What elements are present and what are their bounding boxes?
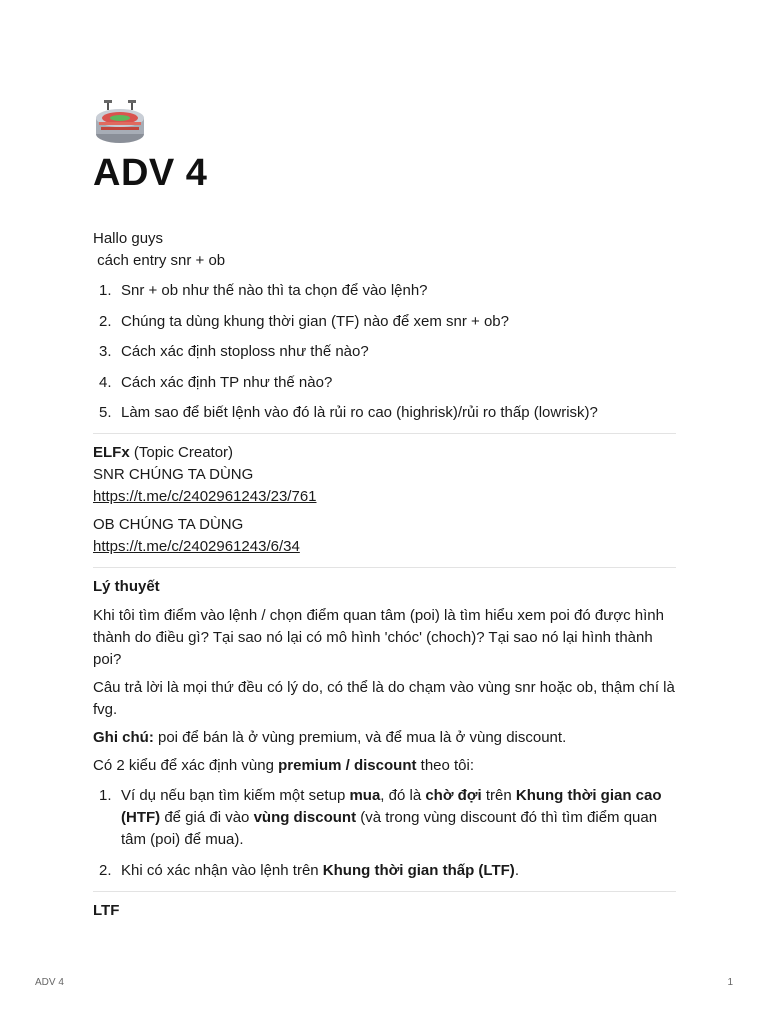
list-item: 2. Chúng ta dùng khung thời gian (TF) nào để xem snr + ob? xyxy=(99,312,509,330)
list-item: 1. Ví dụ nếu bạn tìm kiếm một setup mua, đó là chờ đợi trên Khung thời gian cao (HTF) để giá đi vào vùng discount (và trong vùng discount đó thì tìm điểm quan tâm (poi) để mua). xyxy=(99,787,662,848)
theory-title: Lý thuyết xyxy=(93,578,160,595)
divider xyxy=(93,567,676,568)
document-body xyxy=(93,228,676,922)
ob-link[interactable]: https://t.me/c/2402961243/6/34 xyxy=(93,538,300,555)
stadium-icon xyxy=(93,100,147,146)
question-list xyxy=(93,280,676,424)
list-item: 2. Khi có xác nhận vào lệnh trên Khung thời gian thấp (LTF). xyxy=(99,861,519,879)
theory-paragraph-2: Câu trả lời là mọi thứ đều có lý do, có thể là do chạm vào vùng snr hoặc ob, thậm chí là fvg. xyxy=(93,679,675,718)
subtitle: cách entry snr + ob xyxy=(93,252,226,269)
list-item: 1. Snr + ob như thế nào thì ta chọn để vào lệnh? xyxy=(99,282,428,299)
divider xyxy=(93,891,676,892)
ltf-title: LTF xyxy=(93,901,120,919)
ways-list xyxy=(93,785,676,882)
author-role: (Topic Creator) xyxy=(129,444,234,461)
footer-page-number: 1 xyxy=(727,977,733,988)
snr-link[interactable]: https://t.me/c/2402961243/23/761 xyxy=(93,488,317,505)
page-title: ADV 4 xyxy=(93,152,208,194)
author-name: ELFx xyxy=(93,444,130,461)
snr-heading: SNR CHÚNG TA DÙNG xyxy=(93,466,254,483)
theory-paragraph-1: Khi tôi tìm điểm vào lệnh / chọn điểm quan tâm (poi) là tìm hiểu xem poi đó được hình thành do điều gì? Tại sao nó lại có mô hình 'chóc' (choch)? Tại sao nó lại hình thành poi? xyxy=(93,607,664,668)
ways-paragraph: Có 2 kiểu để xác định vùng premium / discount theo tôi: xyxy=(93,757,475,774)
footer-doc-title: ADV 4 xyxy=(35,977,64,988)
list-item: 3. Cách xác định stoploss như thế nào? xyxy=(99,343,369,360)
list-item: 5. Làm sao để biết lệnh vào đó là rủi ro cao (highrisk)/rủi ro thấp (lowrisk)? xyxy=(99,404,598,421)
list-item: 4. Cách xác định TP như thế nào? xyxy=(99,373,333,391)
greeting: Hallo guys xyxy=(93,230,164,247)
ob-heading: OB CHÚNG TA DÙNG xyxy=(93,516,244,533)
divider xyxy=(93,433,676,434)
note-paragraph: Ghi chú: poi để bán là ở vùng premium, và để mua là ở vùng discount. xyxy=(93,729,567,746)
author-line xyxy=(93,442,676,464)
